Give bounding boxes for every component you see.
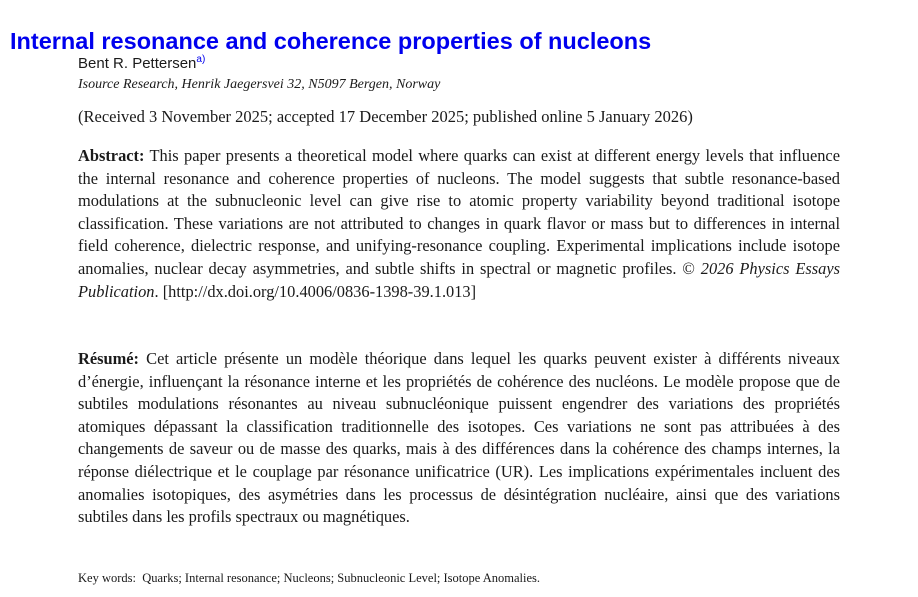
resume xyxy=(78,348,840,529)
copyright-symbol: © xyxy=(682,258,695,278)
keywords-list: Quarks; Internal resonance; Nucleons; Subnucleonic Level; Isotope Anomalies. xyxy=(142,571,541,585)
author-affiliation: Isource Research, Henrik Jaegersvei 32, N5097 Bergen, Norway xyxy=(78,77,441,92)
resume-text: Cet article présente un modèle théorique dans lequel les quarks peuvent exister à différents niveaux d’énergie, influençant la résonance interne et les propriétés de cohérence des nucléons. Le modèle propose que de subtiles modulations résonantes au niveau subnucléonique puissent engendrer des variations des propriétés atomiques dépassant la classification traditionnelle des isotopes. Ces variations ne sont pas attribuées à des changements de saveur ou de masse des quarks, mais à des différences dans la cohérence des champs internes, la réponse diélectrique et le couplage par résonance unificatrice (UR). Les implications expérimentales incluent des anomalies isotopiques, des asymétries dans les processus de désintégration nucléaire, ainsi que des variations subtiles dans les profils spectraux ou magnétiques. xyxy=(78,349,840,527)
publisher-name: 2026 Physics Essays Publication xyxy=(78,258,840,301)
keywords xyxy=(78,571,540,586)
publisher-period: . xyxy=(154,281,159,301)
abstract xyxy=(78,145,840,303)
keywords-label: Key words: xyxy=(78,571,136,585)
abstract-text: This paper presents a theoretical model where quarks can exist at different energy levels that influence the internal resonance and coherence properties of nucleons. The model suggests that subtle resonance-based modulations at the subnucleonic level can give rise to atomic property variability beyond traditional isotope classification. These variations are not attributed to changes in quark flavor or mass but to differences in internal field coherence, dielectric response, and unifying-resonance coupling. Experimental implications include isotope anomalies, nuclear decay asymmetries, and subtle shifts in spectral or magnetic profiles. xyxy=(78,146,840,278)
resume-label: Résumé: xyxy=(78,349,139,368)
paper-title: Internal resonance and coherence properties of nucleons xyxy=(10,27,652,54)
author-name: Bent R. Pettersen xyxy=(78,55,197,72)
publication-dates: (Received 3 November 2025; accepted 17 December 2025; published online 5 January 2026) xyxy=(78,107,693,126)
author-footnote-link[interactable]: a) xyxy=(196,54,206,65)
author-line xyxy=(78,55,205,72)
doi-link[interactable]: [http://dx.doi.org/10.4006/0836-1398-39.1.013] xyxy=(162,281,477,301)
abstract-label: Abstract: xyxy=(78,146,145,165)
